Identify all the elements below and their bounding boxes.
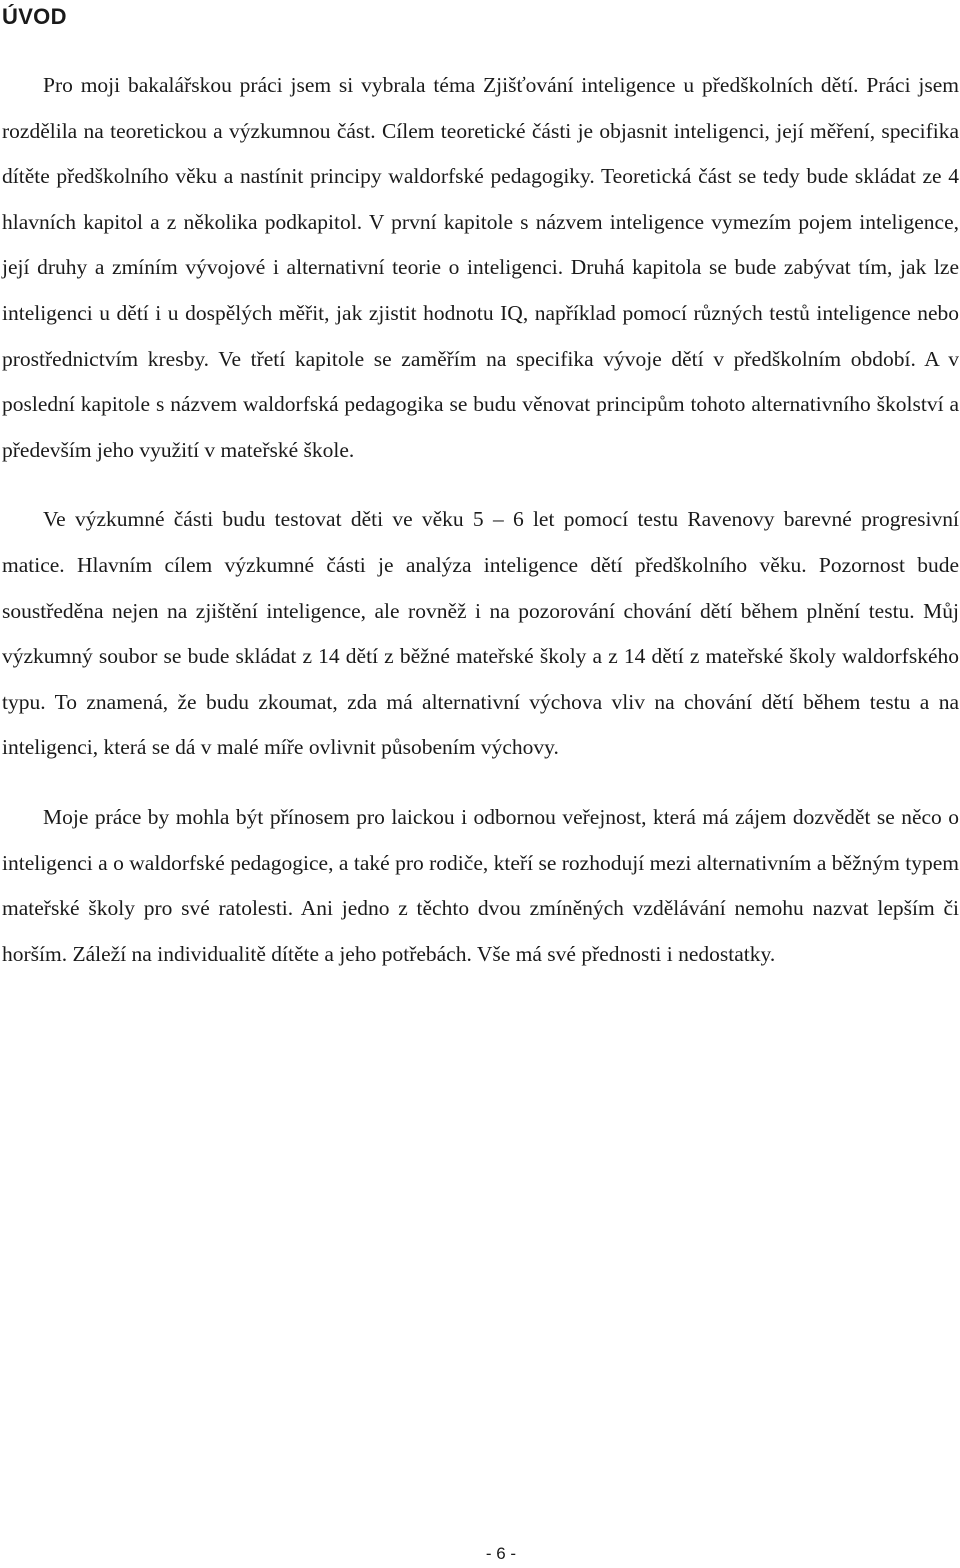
page-number: - 6 - — [485, 1544, 517, 1563]
paragraph-research: Ve výzkumné části budu testovat děti ve věku 5 – 6 let pomocí testu Ravenovy barevné progresivní matice. Hlavním cílem výzkumné části je analýza inteligence dětí předškolního věku. Pozornost bude soustředěna nejen na zjištění inteligence, ale rovněž i na pozorování chování dětí během plnění testu. Můj výzkumný soubor se bude skládat z 14 dětí z běžné mateřské školy a z 14 dětí z mateřské školy waldorfského typu. To znamená, že budu zkoumat, zda má alternativní výchova vliv na chování dětí během testu a na inteligenci, která se dá v malé míře ovlivnit působením výchovy. — [2, 507, 959, 760]
body-text — [2, 63, 959, 977]
page-title: ÚVOD — [2, 4, 67, 29]
paragraph-intro: Pro moji bakalářskou práci jsem si vybrala téma Zjišťování inteligence u předškolních dětí. Práci jsem rozdělila na teoretickou a výzkumnou část. Cílem teoretické části je objasnit inteligenci, její měření, specifika dítěte předškolního věku a nastínit principy waldorfské pedagogiky. Teoretická část se tedy bude skládat ze 4 hlavních kapitol a z několika podkapitol. V první kapitole s názvem inteligence vymezím pojem inteligence, její druhy a zmíním vývojové i alternativní teorie o inteligenci. Druhá kapitola se bude zabývat tím, jak lze inteligenci u dětí i u dospělých měřit, jak zjistit hodnotu IQ, například pomocí různých testů inteligence nebo prostřednictvím kresby. Ve třetí kapitole se zaměřím na specifika vývoje dětí v předškolním období. A v poslední kapitole s názvem waldorfská pedagogika se budu věnovat principům tohoto alternativního školství a především jeho využití v mateřské škole. — [2, 73, 959, 462]
paragraph-benefit: Moje práce by mohla být přínosem pro laickou i odbornou veřejnost, která má zájem dozvědět se něco o inteligenci a o waldorfské pedagogice, a také pro rodiče, kteří se rozhodují mezi alternativním a běžným typem mateřské školy pro své ratolesti. Ani jedno z těchto dvou zmíněných vzdělávání nemohu nazvat lepším či horším. Záleží na individualitě dítěte a jeho potřebách. Vše má své přednosti i nedostatky. — [2, 804, 959, 966]
